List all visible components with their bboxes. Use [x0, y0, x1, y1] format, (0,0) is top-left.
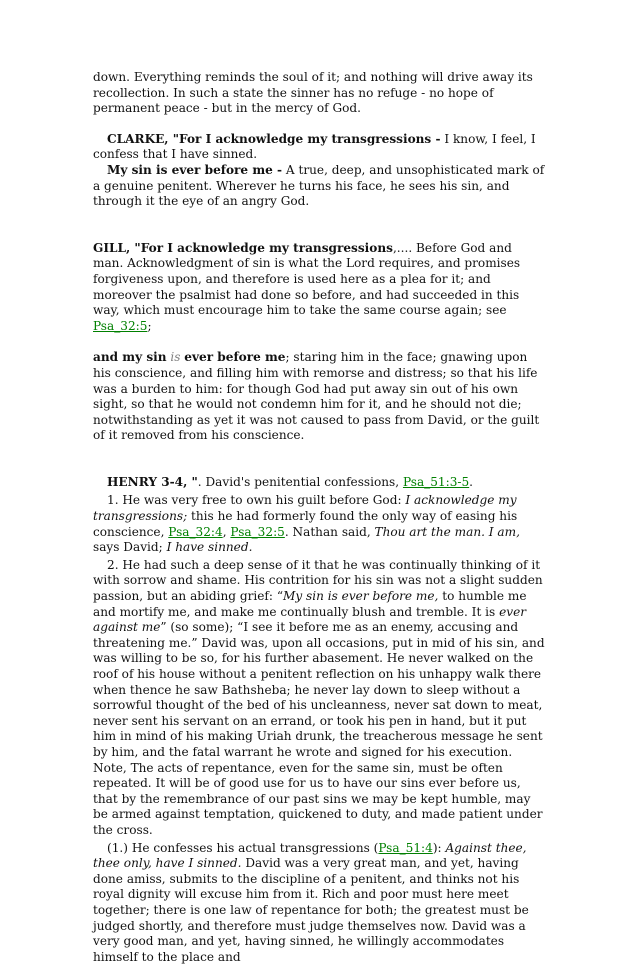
gill-text-2: ; staring him in the face; gnawing upon his conscience, and filling him with remorse and distress; so that his life was a burden to him: for though God had put away sin out of his own sight, so that he would not condemn him for it, and he should not die; notwithstanding as yet it was not caused to pass from David, or the guilt of it removed from his conscience. [93, 350, 540, 443]
gill-paragraph-1 [93, 241, 545, 335]
commentary-page [93, 70, 545, 965]
spacer [93, 444, 545, 475]
henry-p2-italic: My sin is ever before me, [283, 589, 439, 604]
clarke-paragraph-1 [93, 132, 545, 163]
henry-point-1 [93, 493, 545, 555]
henry-p2-text-c: ” (so some); “I see it before me as an enemy, accusing and threatening me.” David was, upon all occasions, put in mid of his sin, and was willing to be so, for his further abasement. He never walked on the roof of his house without a penitent reflection on his unhappy walk there when thence he saw Bathsheba; he never lay down to sleep without a sorrowful thought of the bed of his uncleanness, never sat down to meat, never sent his servant on an errand, or took his pen in hand, but it put him in mind of his making Uriah drunk, the treacherous message he sent by him, and the fatal warrant he wrote and signed for his execution. Note, The acts of repentance, even for the same sin, must be often repeated. It will be of good use for us to have our sins ever before us, that by the remembrance of our past sins we may be kept humble, may be armed against temptation, quickened to duty, and made patient under the cross. [93, 620, 545, 837]
clarke-paragraph-2 [93, 163, 545, 210]
intro-paragraph: down. Everything reminds the soul of it; and nothing will drive away its recollection. In such a state the sinner has no refuge - no hope of permanent peace - but in the mercy of God. [93, 70, 533, 116]
henry-p2-text-b: to humble me and mortify me, and make me continually blush and tremble. It is [93, 589, 527, 619]
henry-p3-italic: Against thee, thee only, have I sinned. [93, 840, 527, 871]
gill-bold-2: ever before me [184, 350, 286, 365]
clarke-text-2: A true, deep, and unsophisticated mark of a genuine penitent. Wherever he turns his face, he sees his sin, and through it the eye of an angry God. [93, 162, 545, 209]
henry-punct: . [469, 474, 474, 489]
spacer [93, 117, 545, 132]
gill-paragraph-2 [93, 350, 545, 444]
henry-point-3 [93, 841, 545, 965]
henry-point-2 [93, 558, 545, 839]
henry-p1-italic: I acknowledge my transgressions; [93, 493, 517, 524]
gill-ref-link[interactable]: Psa_32:5 [93, 318, 148, 333]
henry-p1-text: 1. He was very free to own his guilt before God: [107, 493, 406, 508]
henry-text: . David's penitential confessions, [197, 474, 403, 489]
spacer [93, 210, 545, 241]
gill-italic-is: is [166, 350, 185, 365]
henry-p1-italic-2: Thou art the man. I am, [374, 524, 520, 539]
henry-heading: HENRY 3-4, " [107, 474, 198, 489]
henry-p1-text-e: says David; [93, 540, 167, 555]
henry-p1-italic-3: I have sinned. [166, 540, 253, 555]
henry-p1-text-d: . Nathan said, [284, 524, 375, 539]
henry-p3-text-b: ): [432, 840, 446, 855]
gill-bold-1: and my sin [93, 350, 167, 365]
spacer [93, 334, 545, 350]
clarke-heading-2: My sin is ever before me - [107, 162, 283, 177]
clarke-text: I know, I feel, I confess that I have sinned. [93, 131, 536, 162]
henry-p1-ref-1[interactable]: Psa_32:4 [168, 524, 223, 539]
henry-p1-ref-2[interactable]: Psa_32:5 [230, 524, 285, 539]
henry-p2-italic-2: ever against me [93, 604, 527, 635]
henry-p1-comma: , [222, 524, 231, 539]
henry-p3-text: (1.) He confesses his actual transgressions ( [107, 840, 379, 855]
henry-p2-text: 2. He had such a deep sense of it that he was continually thinking of it with sorrow and shame. His contrition for his sin was not a slight sudden passion, but an abiding grief: “ [93, 557, 543, 604]
henry-p3-ref[interactable]: Psa_51:4 [378, 840, 433, 855]
henry-p1-text-b: this he had formerly found the only way of easing his conscience, [93, 509, 518, 539]
gill-text: ,.... Before God and man. Acknowledgment of sin is what the Lord requires, and promises forgiveness upon, and therefore is used here as a plea for it; and moreover the psalmist had done so before, and had succeeded in this way, which must encourage him to take the same course again; see [93, 240, 521, 318]
henry-ref-link[interactable]: Psa_51:3-5 [402, 474, 470, 489]
gill-punct: ; [147, 318, 152, 333]
henry-p3-text-c: David was a very great man, and yet, having done amiss, submits to the discipline of a penitent, and thinks not his royal dignity will excuse him from it. Rich and poor must here meet together; there is one law of repentance for both; the greatest must be judged shortly, and therefore must judge themselves now. David was a very good man, and yet, having sinned, he willingly accommodates himself to the place and [93, 856, 529, 964]
gill-heading: GILL, "For I acknowledge my transgressions [93, 240, 393, 255]
henry-heading-paragraph [93, 475, 545, 491]
clarke-heading: CLARKE, "For I acknowledge my transgressions - [107, 131, 441, 146]
